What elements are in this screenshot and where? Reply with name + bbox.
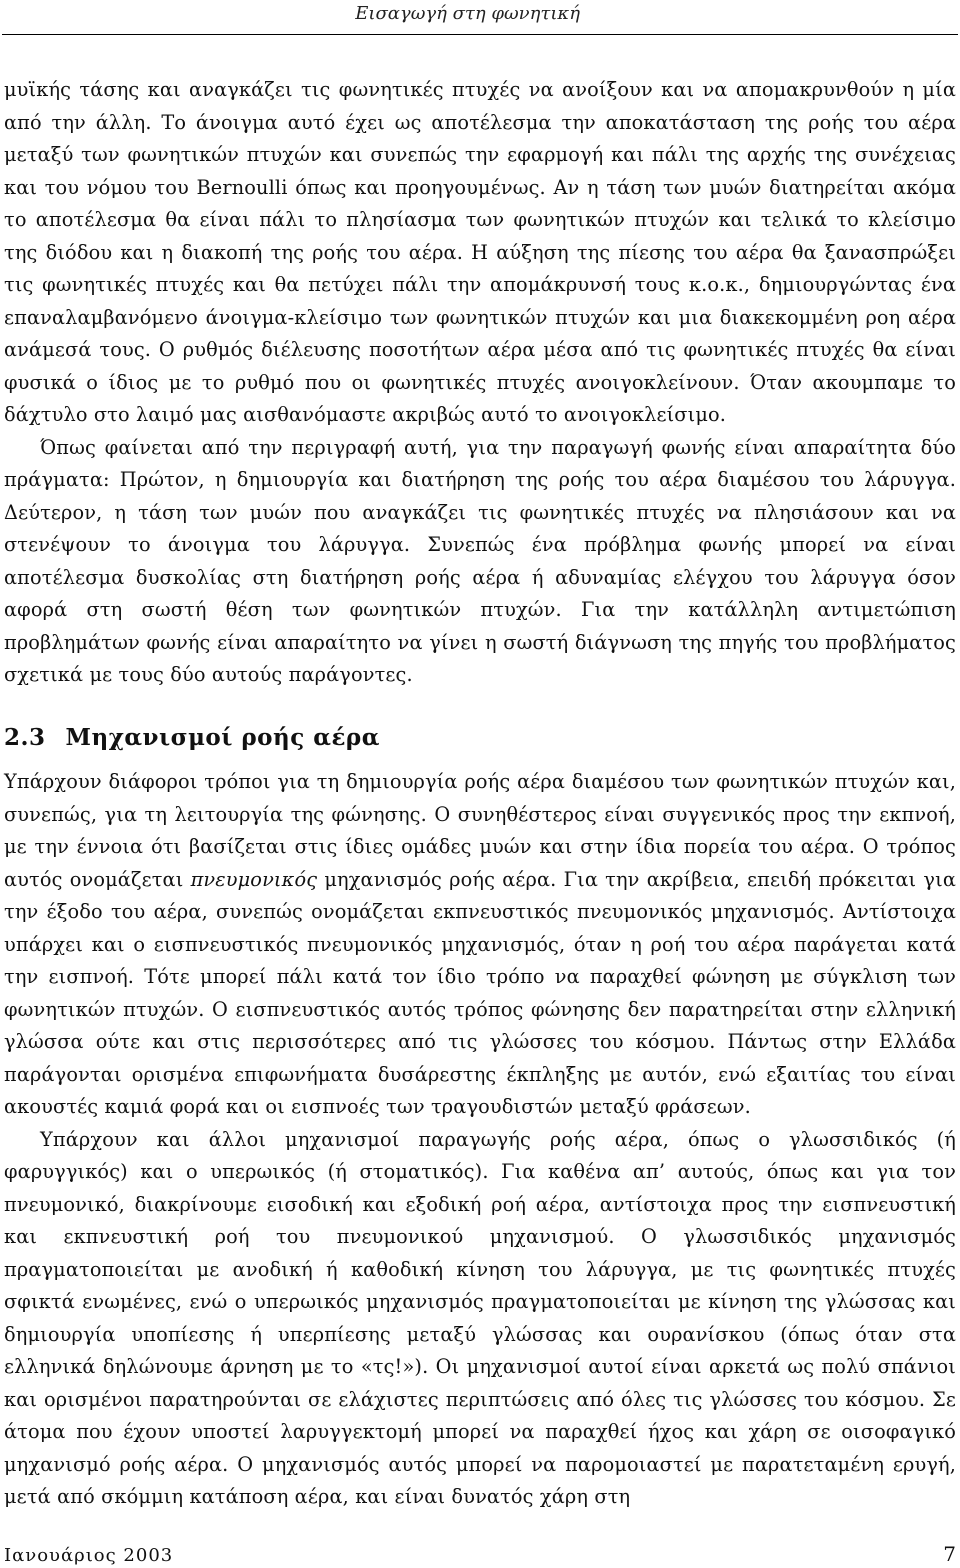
- paragraph-requirements: Όπως φαίνεται από την περιγραφή αυτή, για την παραγωγή φωνής είναι απαραίτητα δύο πράγματα: Πρώτον, η δημιουργία και διατήρηση της ροής του αέρα διαμέσου του λάρυγγα. Δεύτερον, η τάση των μυών που αναγκάζει τις φωνητικές πτυχές να πλησιάσουν και να στενέψουν το άνοιγμα του λάρυγγα. Συνεπώς ένα πρόβλημα φωνής μπορεί να είναι αποτέλεσμα δυσκολίας στη διατήρηση ροής αέρα ή αδυναμίας ελέγχου του λάρυγγα όσον αφορά στη σωστή θέση των φωνητικών πτυχών. Για την κατάλληλη αντιμετώπιση προβλημάτων φωνής είναι απαραίτητο να γίνει η σωστή διάγνωση της πηγής του προβλήματος σχετικά με τους δύο αυτούς παράγοντες.: [4, 435, 956, 686]
- paragraph-other-mechanisms: Υπάρχουν και άλλοι μηχανισμοί παραγωγής ροής αέρα, όπως ο γλωσσιδικός (ή φαρυγγικός) και ο υπερωικός (ή στοματικός). Για καθένα απ’ αυτούς, όπως και για τον πνευμονικό, διακρίνουμε εισοδική και εξοδική ροή αέρα, αντίστοιχα προς την εισπνευστική και εκπνευστική ροή του πνευμονικού μηχανισμού. Ο γλωσσιδικός μηχανισμός πραγματοποιείται με ανοδική ή καθοδική κίνηση του λάρυγγα, με τις φωνητικές πτυχές σφικτά ενωμένες, ενώ ο υπερωικός μηχανισμός πραγματοποιείται με κίνηση της γλώσσας και δημιουργία υποπίεσης ή υπερπίεσης μεταξύ γλώσσας και ουρανίσκου (όπως όταν στα ελληνικά δηλώνουμε άρνηση με το «τς!»). Οι μηχανισμοί αυτοί είναι αρκετά ως πολύ σπάνιοι και ορισμένοι παρατηρούνται σε ελάχιστες περιπτώσεις από όλες τις γλώσσες του κόσμου. Σε άτομα που έχουν υποστεί λαρυγγεκτομή μπορεί να παραχθεί ήχος και χάρη σε οισοφαγικό μηχανισμό ροής αέρα. Ο μηχανισμός αυτός μπορεί να παρομοιαστεί με παρατεταμένη ερυγή, μετά από σκόμμιη κατάποση αέρα, και είναι δυνατός χάρη στη: [4, 1127, 956, 1508]
- emphasized-term: πνευμονικός: [190, 867, 318, 891]
- header-rule: [2, 34, 958, 35]
- page-number: 7: [943, 1542, 956, 1566]
- paragraph-text: Υπάρχουν διάφοροι τρόποι για τη δημιουργία ροής αέρα διαμέσου των φωνητικών πτυχών και, συνεπώς, για τη λειτουργία της φώνησης. Ο συνηθέστερος είναι συγγενικός προς την εκπνοή, με την έννοια ότι βασίζεται στις ίδιες ομάδες μυών και στην ίδια πορεία του αέρα. Ο τρόπος αυτός ονομάζεται: [4, 770, 956, 891]
- footer-date: Ιανουάριος 2003: [4, 1545, 174, 1566]
- paragraph-text: μηχανισμός ροής αέρα. Για την ακρίβεια, επειδή πρόκειται για την έξοδο του αέρα, συνεπώς ονομάζεται εκπνευστικός πνευμονικός μηχανισμός. Αντίστοιχα υπάρχει και ο εισπνευστικός πνευμονικός μηχανισμός, όταν η ροή του αέρα παράγεται κατά την εισπνοή. Τότε μπορεί πάλι κατά τον ίδιο τρόπο να παραχθεί φώνηση με σύγκλιση των φωνητικών πτυχών. Ο εισπνευστικός αυτός τρόπος φώνησης δεν παρατηρείται στην ελληνική γλώσσα ούτε και στις περισσότερες από τις γλώσσες του κόσμου. Πάντως στην Ελλάδα παράγονται ορισμένα επιφωνήματα δυσάρεστης έκπληξης με αυτόν, ενώ εξαιτίας του είναι ακουστές καμιά φορά και οι εισπνοές των τραγουδιστών μεταξύ φράσεων.: [4, 867, 956, 1118]
- paragraph-continuation: μυϊκής τάσης και αναγκάζει τις φωνητικές πτυχές να ανοίξουν και να απομακρυνθούν η μία από την άλλη. Το άνοιγμα αυτό έχει ως αποτέλεσμα την αποκατάσταση της ροής του αέρα μεταξύ των φωνητικών πτυχών και συνεπώς την εφαρμογή και πάλι της αρχής της συνέχειας και του νόμου του Bernoulli όπως και προηγουμένως. Αν η τάση των μυών διατηρείται ακόμα το αποτέλεσμα θα είναι πάλι το πλησίασμα των φωνητικών πτυχών και τελικά το κλείσιμο της διόδου και η διακοπή της ροής του αέρα. Η αύξηση της πίεσης του αέρα θα ξανασπρώξει τις φωνητικές πτυχές και θα πετύχει πάλι την απομάκρυνσή τους κ.ο.κ., δημιουργώντας ένα επαναλαμβανόμενο άνοιγμα-κλείσιμο των φωνητικών πτυχών και μια διακεκομμένη ροη αέρα ανάμεσά τους. Ο ρυθμός διέλευσης ποσοτήτων αέρα μέσα από τις φωνητικές πτυχές θα είναι φυσικά ο ίδιος με το ρυθμό που οι φωνητικές πτυχές ανοιγοκλείνουν. Όταν ακουμπαμε το δάχτυλο στο λαιμό μας αισθανόμαστε ακριβώς αυτό το ανοιγοκλείσιμο.: [4, 78, 956, 426]
- section-number: 2.3: [4, 723, 46, 751]
- paragraph-airflow-mechanisms: [4, 766, 956, 1124]
- running-header: Εισαγωγή στη φωνητική: [355, 3, 580, 24]
- section-title: Μηχανισμοί ροής αέρα: [65, 723, 380, 751]
- body-text: [4, 74, 956, 1514]
- section-heading: [4, 722, 956, 755]
